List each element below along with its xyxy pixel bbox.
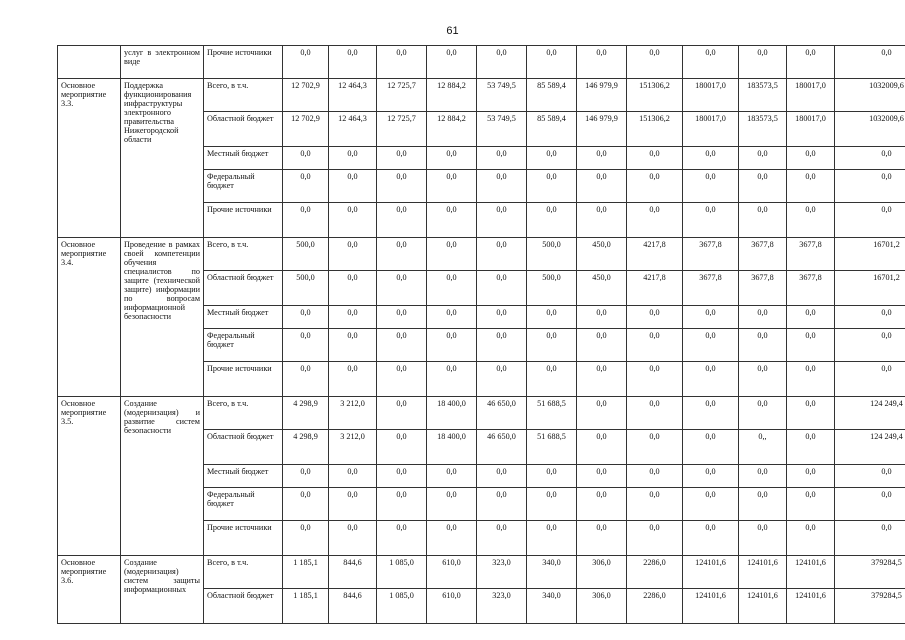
value-cell: 0,0 <box>329 46 377 79</box>
value-cell: 0,0 <box>787 430 835 465</box>
value-cell: 0,0 <box>835 306 905 329</box>
value-cell: 340,0 <box>527 589 577 624</box>
value-cell: 0,0 <box>477 170 527 203</box>
value-cell: 0,0 <box>787 362 835 397</box>
event-name: Создание (модернизация) систем защиты информационных <box>121 556 204 624</box>
value-cell: 0,0 <box>427 203 477 238</box>
value-cell: 0,0 <box>787 329 835 362</box>
value-cell: 3677,8 <box>739 238 787 271</box>
value-cell: 12 725,7 <box>377 79 427 112</box>
value-cell: 500,0 <box>283 238 329 271</box>
value-cell: 12 464,3 <box>329 112 377 147</box>
value-cell: 0,0 <box>683 147 739 170</box>
funding-source: Прочие источники <box>204 521 283 556</box>
value-cell: 0,0 <box>787 170 835 203</box>
funding-source: Всего, в т.ч. <box>204 79 283 112</box>
value-cell: 0,0 <box>683 465 739 488</box>
value-cell: 3677,8 <box>787 238 835 271</box>
value-cell: 0,0 <box>477 306 527 329</box>
value-cell: 0,0 <box>577 46 627 79</box>
value-cell: 0,0 <box>377 521 427 556</box>
value-cell: 4 298,9 <box>283 397 329 430</box>
value-cell: 0,0 <box>787 465 835 488</box>
value-cell: 51 688,5 <box>527 397 577 430</box>
value-cell: 0,0 <box>377 238 427 271</box>
value-cell: 0,0 <box>835 362 905 397</box>
value-cell: 124101,6 <box>739 556 787 589</box>
value-cell: 183573,5 <box>739 112 787 147</box>
value-cell: 3 212,0 <box>329 397 377 430</box>
value-cell: 0,0 <box>329 488 377 521</box>
value-cell: 0,0 <box>835 521 905 556</box>
event-label: Основное мероприятие 3.3. <box>58 79 121 238</box>
value-cell: 180017,0 <box>683 112 739 147</box>
value-cell: 0,0 <box>739 397 787 430</box>
value-cell: 2286,0 <box>627 556 683 589</box>
value-cell: 0,0 <box>283 306 329 329</box>
value-cell: 0,0 <box>787 306 835 329</box>
value-cell: 0,0 <box>377 465 427 488</box>
value-cell: 0,0 <box>683 430 739 465</box>
value-cell: 0,0 <box>627 521 683 556</box>
value-cell: 0,0 <box>329 465 377 488</box>
value-cell: 0,0 <box>739 488 787 521</box>
value-cell: 0,0 <box>283 170 329 203</box>
value-cell: 0,0 <box>283 465 329 488</box>
value-cell: 51 688,5 <box>527 430 577 465</box>
value-cell: 0,0 <box>683 329 739 362</box>
value-cell: 0,0 <box>787 397 835 430</box>
value-cell: 0,0 <box>577 521 627 556</box>
value-cell: 85 589,4 <box>527 112 577 147</box>
value-cell: 0,0 <box>527 203 577 238</box>
event-name: Создание (модернизация) и развитие систем безопасности <box>121 397 204 556</box>
value-cell: 0,0 <box>683 521 739 556</box>
value-cell: 3677,8 <box>787 271 835 306</box>
value-cell: 0,0 <box>427 170 477 203</box>
value-cell: 0,0 <box>577 329 627 362</box>
value-cell: 12 464,3 <box>329 79 377 112</box>
value-cell: 0,0 <box>477 329 527 362</box>
value-cell: 306,0 <box>577 589 627 624</box>
value-cell: 0,0 <box>427 271 477 306</box>
value-cell: 0,0 <box>683 306 739 329</box>
value-cell: 180017,0 <box>787 112 835 147</box>
value-cell: 1032009,6 <box>835 112 905 147</box>
value-cell: 0,0 <box>835 203 905 238</box>
value-cell: 0,0 <box>527 488 577 521</box>
value-cell: 0,0 <box>683 488 739 521</box>
value-cell: 0,0 <box>787 203 835 238</box>
value-cell: 3677,8 <box>739 271 787 306</box>
value-cell: 183573,5 <box>739 79 787 112</box>
value-cell: 0,0 <box>329 306 377 329</box>
value-cell: 0,0 <box>477 488 527 521</box>
value-cell: 450,0 <box>577 271 627 306</box>
value-cell: 0,0 <box>477 46 527 79</box>
value-cell: 0,0 <box>527 306 577 329</box>
value-cell: 0,0 <box>787 521 835 556</box>
value-cell: 0,0 <box>477 362 527 397</box>
value-cell: 0,0 <box>329 329 377 362</box>
value-cell: 0,0 <box>577 465 627 488</box>
value-cell: 0,0 <box>377 46 427 79</box>
value-cell: 12 884,2 <box>427 79 477 112</box>
value-cell: 12 884,2 <box>427 112 477 147</box>
value-cell: 500,0 <box>283 271 329 306</box>
value-cell: 0,0 <box>377 397 427 430</box>
value-cell: 0,0 <box>835 147 905 170</box>
value-cell: 0,0 <box>627 170 683 203</box>
value-cell: 0,0 <box>427 46 477 79</box>
value-cell: 0,, <box>739 430 787 465</box>
value-cell: 844,6 <box>329 589 377 624</box>
value-cell: 12 702,9 <box>283 79 329 112</box>
value-cell: 306,0 <box>577 556 627 589</box>
value-cell: 0,0 <box>627 306 683 329</box>
value-cell: 146 979,9 <box>577 112 627 147</box>
value-cell: 0,0 <box>835 170 905 203</box>
value-cell: 0,0 <box>577 397 627 430</box>
value-cell: 12 702,9 <box>283 112 329 147</box>
value-cell: 379284,5 <box>835 556 905 589</box>
value-cell: 1 185,1 <box>283 556 329 589</box>
value-cell: 0,0 <box>739 465 787 488</box>
value-cell: 0,0 <box>427 465 477 488</box>
value-cell: 0,0 <box>283 46 329 79</box>
value-cell: 18 400,0 <box>427 397 477 430</box>
value-cell: 0,0 <box>427 147 477 170</box>
value-cell: 0,0 <box>527 521 577 556</box>
value-cell: 0,0 <box>527 46 577 79</box>
value-cell: 0,0 <box>427 329 477 362</box>
value-cell: 0,0 <box>427 521 477 556</box>
value-cell: 340,0 <box>527 556 577 589</box>
value-cell: 844,6 <box>329 556 377 589</box>
value-cell: 0,0 <box>477 203 527 238</box>
value-cell: 124101,6 <box>787 556 835 589</box>
value-cell: 0,0 <box>477 521 527 556</box>
value-cell: 151306,2 <box>627 112 683 147</box>
value-cell: 0,0 <box>283 203 329 238</box>
value-cell: 0,0 <box>739 170 787 203</box>
value-cell: 0,0 <box>283 147 329 170</box>
funding-source: Прочие источники <box>204 362 283 397</box>
value-cell: 0,0 <box>577 203 627 238</box>
value-cell: 3677,8 <box>683 238 739 271</box>
value-cell: 53 749,5 <box>477 79 527 112</box>
value-cell: 0,0 <box>683 170 739 203</box>
value-cell: 500,0 <box>527 238 577 271</box>
value-cell: 0,0 <box>627 488 683 521</box>
value-cell: 1 185,1 <box>283 589 329 624</box>
budget-table <box>57 45 905 624</box>
value-cell: 0,0 <box>577 488 627 521</box>
value-cell: 0,0 <box>427 488 477 521</box>
value-cell: 0,0 <box>477 465 527 488</box>
value-cell: 610,0 <box>427 556 477 589</box>
table-row <box>58 79 905 112</box>
value-cell: 0,0 <box>577 430 627 465</box>
value-cell: 610,0 <box>427 589 477 624</box>
value-cell: 53 749,5 <box>477 112 527 147</box>
value-cell: 0,0 <box>527 147 577 170</box>
value-cell: 0,0 <box>377 430 427 465</box>
funding-source: Местный бюджет <box>204 306 283 329</box>
value-cell: 0,0 <box>377 271 427 306</box>
value-cell: 1 085,0 <box>377 589 427 624</box>
value-cell: 0,0 <box>835 488 905 521</box>
value-cell: 0,0 <box>787 488 835 521</box>
value-cell: 0,0 <box>787 147 835 170</box>
value-cell: 0,0 <box>477 238 527 271</box>
value-cell: 0,0 <box>329 170 377 203</box>
value-cell: 0,0 <box>527 362 577 397</box>
value-cell: 0,0 <box>627 362 683 397</box>
value-cell: 0,0 <box>527 329 577 362</box>
value-cell: 0,0 <box>377 306 427 329</box>
value-cell: 0,0 <box>377 362 427 397</box>
value-cell: 0,0 <box>835 46 905 79</box>
value-cell: 0,0 <box>739 329 787 362</box>
value-cell: 0,0 <box>329 203 377 238</box>
funding-source: Областной бюджет <box>204 271 283 306</box>
value-cell: 0,0 <box>427 362 477 397</box>
value-cell: 0,0 <box>627 397 683 430</box>
value-cell: 0,0 <box>377 488 427 521</box>
table-row <box>58 46 905 79</box>
value-cell: 0,0 <box>683 362 739 397</box>
value-cell: 0,0 <box>683 46 739 79</box>
value-cell: 4217,8 <box>627 271 683 306</box>
table-body <box>58 46 905 624</box>
value-cell: 0,0 <box>739 306 787 329</box>
value-cell: 0,0 <box>477 147 527 170</box>
funding-source: Федеральный бюджет <box>204 170 283 203</box>
value-cell: 3677,8 <box>683 271 739 306</box>
value-cell: 323,0 <box>477 556 527 589</box>
value-cell: 0,0 <box>283 329 329 362</box>
funding-source: Всего, в т.ч. <box>204 556 283 589</box>
value-cell: 4217,8 <box>627 238 683 271</box>
value-cell: 0,0 <box>739 46 787 79</box>
value-cell: 0,0 <box>683 203 739 238</box>
table-row <box>58 238 905 271</box>
value-cell: 0,0 <box>283 488 329 521</box>
value-cell: 0,0 <box>739 147 787 170</box>
value-cell: 124101,6 <box>787 589 835 624</box>
funding-source: Областной бюджет <box>204 430 283 465</box>
value-cell: 0,0 <box>283 362 329 397</box>
value-cell: 0,0 <box>329 271 377 306</box>
value-cell: 16701,2 <box>835 271 905 306</box>
value-cell: 124 249,4 <box>835 430 905 465</box>
value-cell: 0,0 <box>577 306 627 329</box>
value-cell: 500,0 <box>527 271 577 306</box>
value-cell: 180017,0 <box>683 79 739 112</box>
value-cell: 323,0 <box>477 589 527 624</box>
value-cell: 450,0 <box>577 238 627 271</box>
value-cell: 0,0 <box>835 329 905 362</box>
value-cell: 0,0 <box>283 521 329 556</box>
value-cell: 379284,5 <box>835 589 905 624</box>
value-cell: 0,0 <box>739 203 787 238</box>
value-cell: 0,0 <box>427 306 477 329</box>
page-number: 61 <box>446 25 459 37</box>
value-cell: 0,0 <box>627 430 683 465</box>
value-cell: 0,0 <box>477 271 527 306</box>
value-cell: 16701,2 <box>835 238 905 271</box>
table-row <box>58 397 905 430</box>
value-cell: 46 650,0 <box>477 430 527 465</box>
value-cell: 124101,6 <box>739 589 787 624</box>
value-cell: 0,0 <box>527 465 577 488</box>
value-cell: 0,0 <box>577 170 627 203</box>
value-cell: 0,0 <box>627 46 683 79</box>
value-cell: 46 650,0 <box>477 397 527 430</box>
funding-source: Всего, в т.ч. <box>204 397 283 430</box>
event-name: услуг в электронном виде <box>121 46 204 79</box>
funding-source: Федеральный бюджет <box>204 329 283 362</box>
value-cell: 124101,6 <box>683 589 739 624</box>
value-cell: 0,0 <box>835 465 905 488</box>
event-label: Основное мероприятие 3.6. <box>58 556 121 624</box>
value-cell: 3 212,0 <box>329 430 377 465</box>
value-cell: 124 249,4 <box>835 397 905 430</box>
value-cell: 0,0 <box>377 147 427 170</box>
value-cell: 0,0 <box>329 238 377 271</box>
funding-source: Местный бюджет <box>204 465 283 488</box>
value-cell: 0,0 <box>577 362 627 397</box>
value-cell: 1032009,6 <box>835 79 905 112</box>
value-cell: 0,0 <box>739 362 787 397</box>
table-row <box>58 556 905 589</box>
value-cell: 180017,0 <box>787 79 835 112</box>
funding-source: Областной бюджет <box>204 112 283 147</box>
value-cell: 2286,0 <box>627 589 683 624</box>
event-name: Поддержка функционирования инфраструктуры электронного правительства Нижегородской области <box>121 79 204 238</box>
value-cell: 0,0 <box>377 203 427 238</box>
value-cell: 18 400,0 <box>427 430 477 465</box>
event-label: Основное мероприятие 3.4. <box>58 238 121 397</box>
value-cell: 0,0 <box>329 521 377 556</box>
value-cell: 0,0 <box>377 329 427 362</box>
value-cell: 0,0 <box>329 147 377 170</box>
value-cell: 0,0 <box>427 238 477 271</box>
value-cell: 0,0 <box>683 397 739 430</box>
value-cell: 85 589,4 <box>527 79 577 112</box>
value-cell: 0,0 <box>787 46 835 79</box>
value-cell: 0,0 <box>329 362 377 397</box>
value-cell: 0,0 <box>527 170 577 203</box>
value-cell: 12 725,7 <box>377 112 427 147</box>
funding-source: Прочие источники <box>204 203 283 238</box>
value-cell: 0,0 <box>627 465 683 488</box>
event-label: Основное мероприятие 3.5. <box>58 397 121 556</box>
value-cell: 0,0 <box>377 170 427 203</box>
funding-source: Местный бюджет <box>204 147 283 170</box>
value-cell: 124101,6 <box>683 556 739 589</box>
value-cell: 0,0 <box>627 147 683 170</box>
funding-source: Прочие источники <box>204 46 283 79</box>
value-cell: 146 979,9 <box>577 79 627 112</box>
value-cell: 151306,2 <box>627 79 683 112</box>
funding-source: Областной бюджет <box>204 589 283 624</box>
value-cell: 0,0 <box>627 203 683 238</box>
value-cell: 0,0 <box>627 329 683 362</box>
value-cell: 0,0 <box>577 147 627 170</box>
event-name: Проведение в рамках своей компетенции обучения специалистов по защите (технической защите) информации по вопросам информационной безопасности <box>121 238 204 397</box>
event-cell <box>58 46 121 79</box>
value-cell: 4 298,9 <box>283 430 329 465</box>
value-cell: 1 085,0 <box>377 556 427 589</box>
funding-source: Всего, в т.ч. <box>204 238 283 271</box>
funding-source: Федеральный бюджет <box>204 488 283 521</box>
value-cell: 0,0 <box>739 521 787 556</box>
